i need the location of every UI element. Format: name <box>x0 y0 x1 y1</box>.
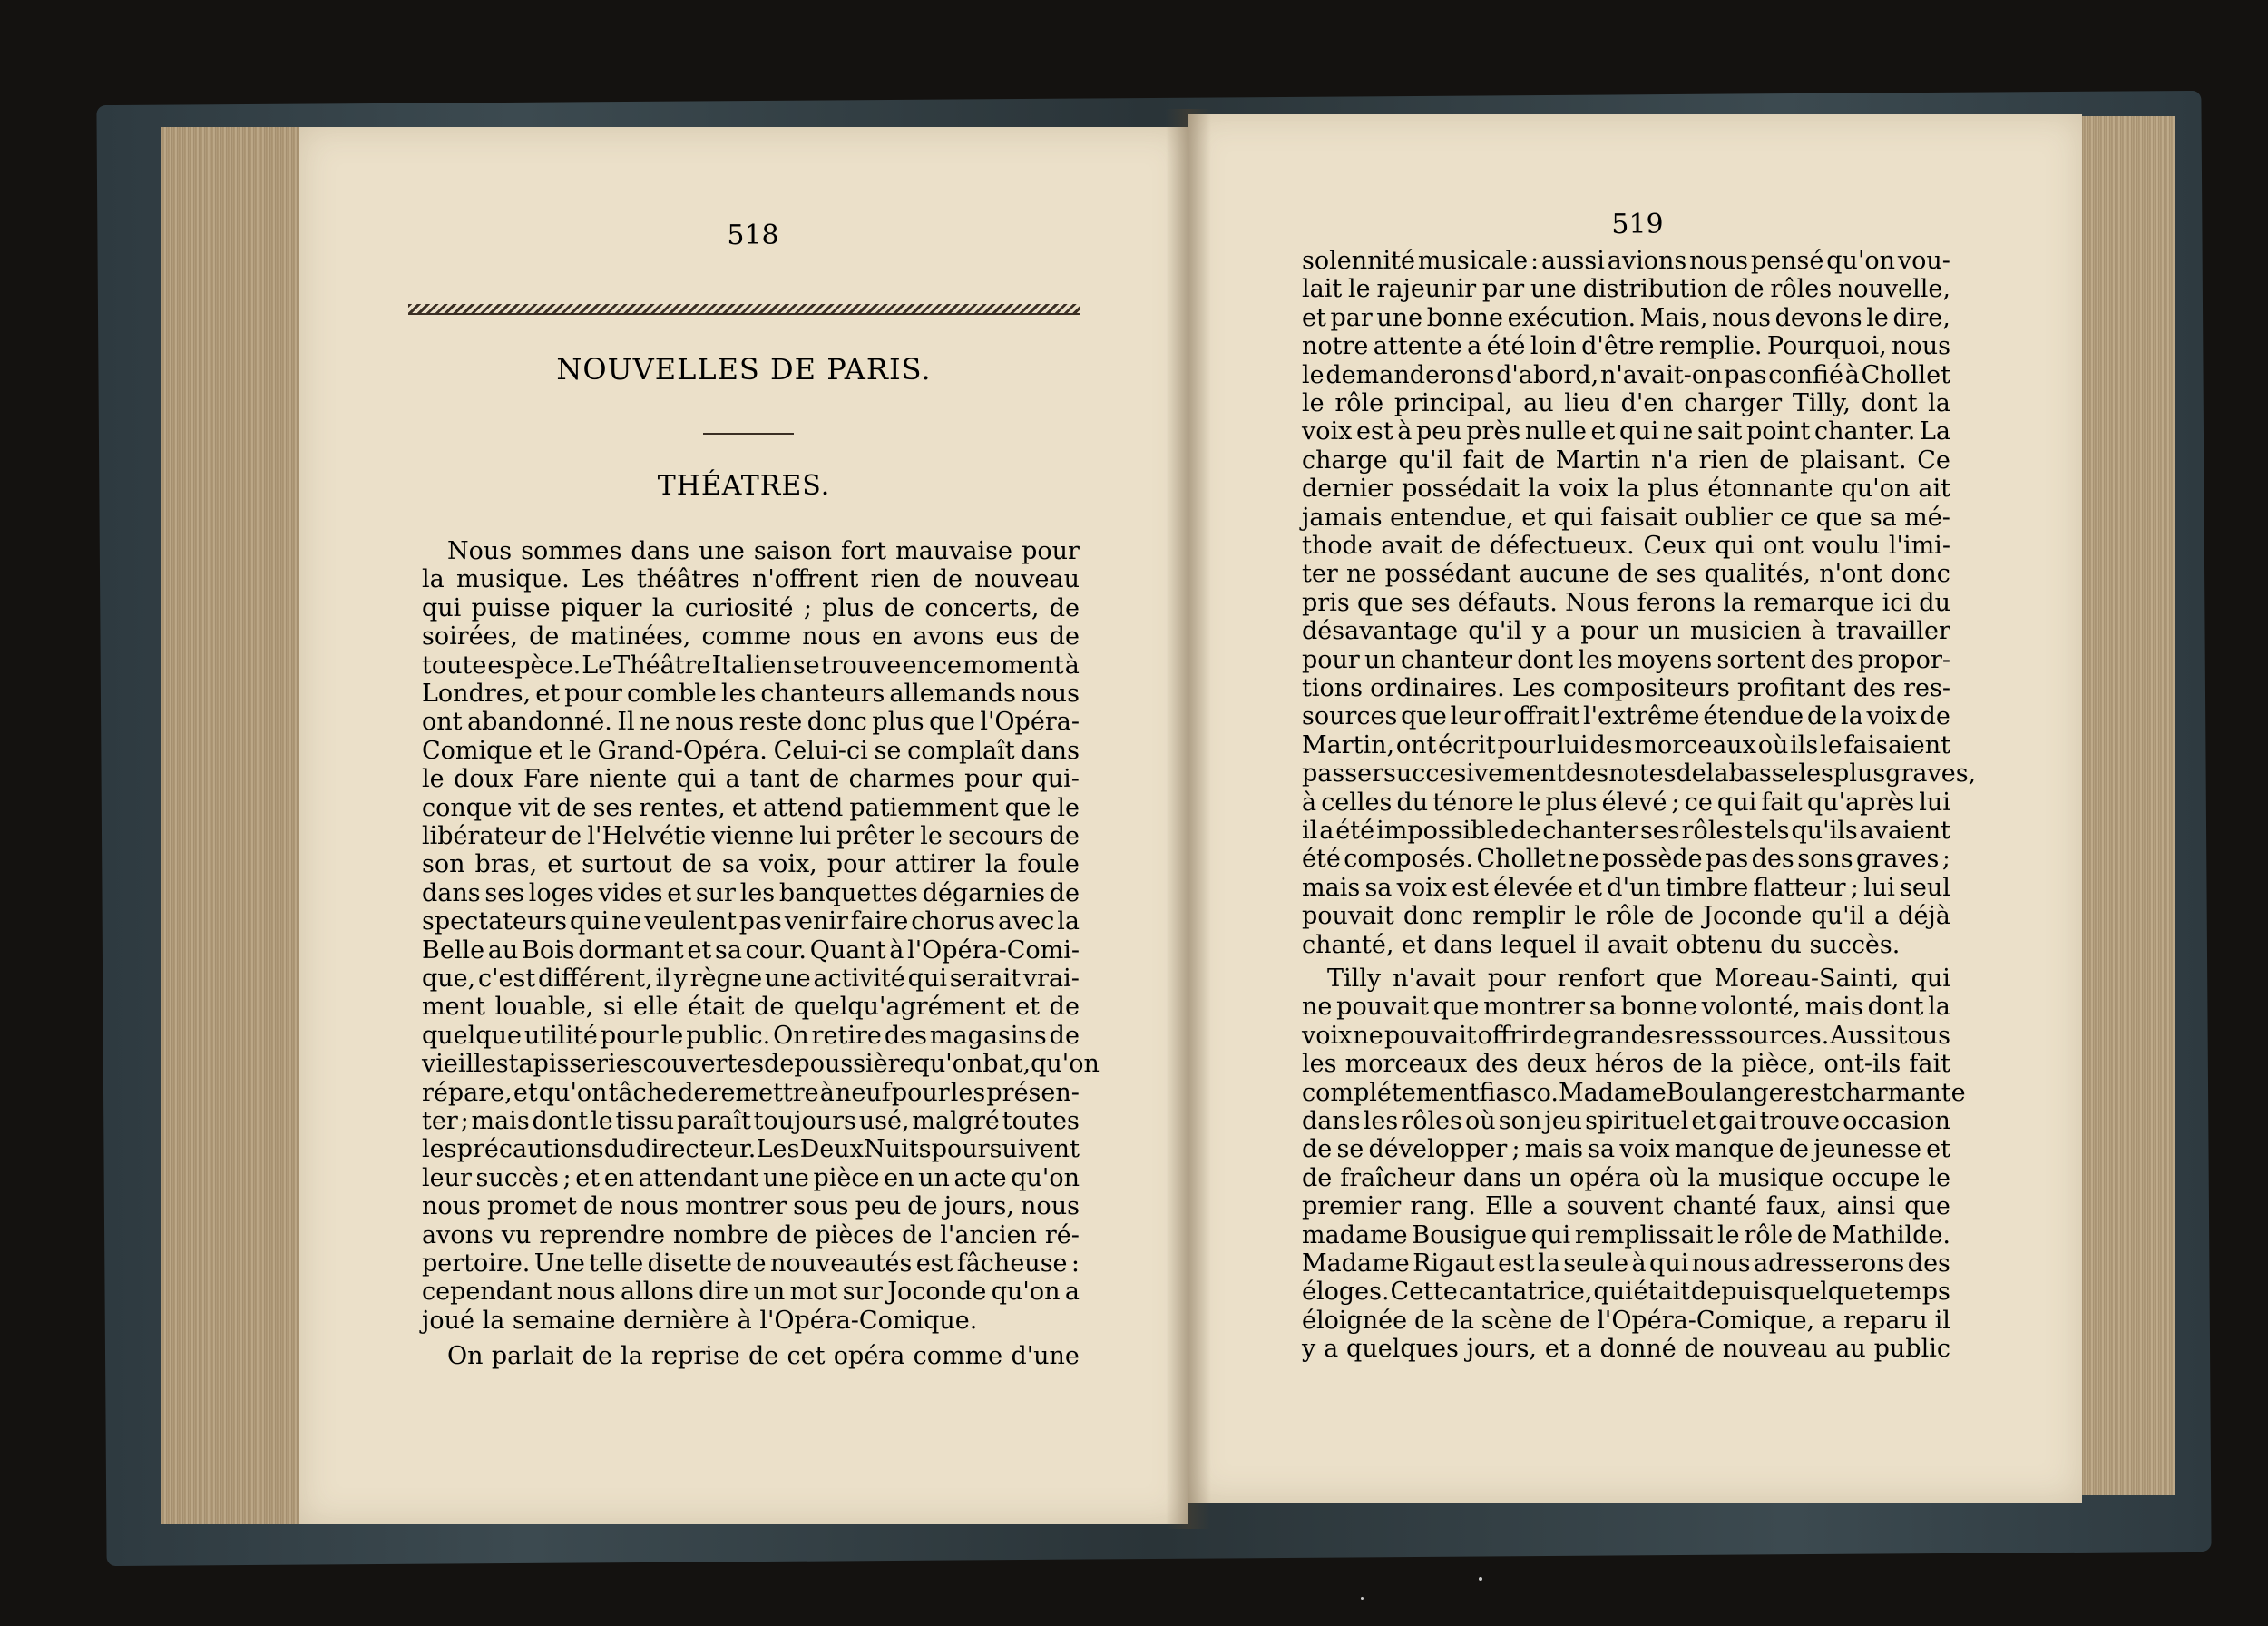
text-line: son bras, et surtout de sa voix, pour attirer la foule <box>422 850 1080 879</box>
text-line: complétement fiasco. Madame Boulanger est charmante <box>1302 1078 1966 1107</box>
page-edges-left <box>161 127 307 1524</box>
text-line: premier rang. Elle a souvent chanté faux, ainsi que <box>1302 1192 1950 1221</box>
short-rule <box>703 433 794 435</box>
text-line: soirées, de matinées, comme nous en avons eus de <box>422 622 1080 651</box>
text-line: le doux Fare niente qui a tant de charmes pour qui- <box>422 765 1080 794</box>
wavy-rule <box>408 304 1080 315</box>
text-line: y a quelques jours, et a donné de nouveau au public <box>1302 1335 1950 1364</box>
text-line: Martin, ont écrit pour lui des morceaux où ils le faisaient <box>1302 730 1950 759</box>
text-line: toute espèce. Le Théâtre Italien se trouve en ce moment à <box>422 651 1080 680</box>
right-page-number: 519 <box>1611 209 1664 240</box>
text-line: sources que leur offrait l'extrême étendue de la voix de <box>1302 702 1950 731</box>
text-line: et par une bonne exécution. Mais, nous devons le dire, <box>1302 303 1950 332</box>
text-line: pris que ses défauts. Nous ferons la remarque ici du <box>1302 588 1950 617</box>
text-line: cependant nous allons dire un mot sur Joconde qu'on a <box>422 1278 1080 1307</box>
text-line: pouvait donc remplir le rôle de Joconde qu'il a déjà <box>1302 902 1950 931</box>
text-line: les précautions du directeur. Les Deux Nuits poursuivent <box>422 1135 1080 1164</box>
subsection-title: THÉATRES. <box>657 470 831 502</box>
text-line: notre attente a été loin d'être remplie. Pourquoi, nous <box>1302 332 1950 361</box>
left-page-number: 518 <box>727 220 779 251</box>
text-line: Nous sommes dans une saison fort mauvaise pour <box>447 537 1080 565</box>
text-line: la musique. Les théâtres n'offrent rien de nouveau <box>422 565 1080 594</box>
text-line: ter ; mais dont le tissu paraît toujours usé, malgré toutes <box>422 1107 1080 1135</box>
text-line: conque vit de ses rentes, et attend patiemment que le <box>422 793 1080 822</box>
text-line: que, c'est différent, il y règne une activité qui serait vrai- <box>422 965 1080 993</box>
text-line: désavantage qu'il y a pour un musicien à travailler <box>1302 617 1950 646</box>
text-line: charge qu'il fait de Martin n'a rien de plaisant. Ce <box>1302 446 1950 475</box>
text-line: Belle au Bois dormant et sa cour. Quant à l'Opéra-Comi- <box>422 935 1080 965</box>
dust-speck <box>1479 1577 1482 1581</box>
text-line: vieilles tapisseries couvertes de poussière qu'on bat, qu'on <box>422 1050 1100 1079</box>
text-line: jamais entendue, et qui faisait oublier ce que sa mé- <box>1302 503 1950 532</box>
text-line: éloignée de la scène de l'Opéra-Comique, a reparu il <box>1302 1306 1950 1335</box>
section-title: NOUVELLES DE PARIS. <box>556 352 932 387</box>
text-line: été composés. Chollet ne possède pas des sons graves ; <box>1302 845 1950 874</box>
text-line: éloges. Cette cantatrice, qui était depuis quelque temps <box>1302 1278 1950 1307</box>
text-line: Comique et le Grand-Opéra. Celui-ci se complaît dans <box>422 736 1080 765</box>
text-line: il a été impossible de chanter ses rôles tels qu'ils avaient <box>1302 817 1950 845</box>
text-line: de se développer ; mais sa voix manque de jeunesse et <box>1302 1135 1950 1164</box>
text-line: On parlait de la reprise de cet opéra comme d'une <box>447 1342 1080 1371</box>
text-line: ont abandonné. Il ne nous reste donc plus que l'Opéra- <box>422 708 1080 737</box>
text-line: les morceaux des deux héros de la pièce, ont-ils fait <box>1302 1050 1950 1079</box>
text-line: libérateur de l'Helvétie vienne lui prêter le secours de <box>422 822 1080 850</box>
text-line: pour un chanteur dont les moyens sortent des propor- <box>1302 645 1950 674</box>
text-line: Madame Rigaut est la seule à qui nous adresserons des <box>1302 1249 1950 1278</box>
dust-speck <box>1361 1597 1364 1600</box>
text-line: le demanderons d'abord, n'avait-on pas confié à Chollet <box>1302 360 1950 389</box>
text-line: Londres, et pour comble les chanteurs allemands nous <box>422 680 1080 708</box>
text-line: pertoire. Une telle disette de nouveautés est fâcheuse : <box>422 1249 1080 1278</box>
text-line: à celles du ténore le plus élevé ; ce qui fait qu'après lui <box>1302 788 1950 817</box>
text-line: qui puisse piquer la curiosité ; plus de concerts, de <box>422 593 1080 622</box>
text-line: de fraîcheur dans un opéra où la musique occupe le <box>1302 1163 1950 1192</box>
text-line: spectateurs qui ne veulent pas venir faire chorus avec la <box>422 907 1080 936</box>
text-line: quelque utilité pour le public. On retire des magasins de <box>422 1021 1080 1050</box>
book-gutter <box>1166 109 1211 1529</box>
text-line: chanté, et dans lequel il avait obtenu du succès. <box>1302 930 1901 959</box>
text-line: dernier possédait la voix la plus étonnante qu'on ait <box>1302 475 1950 504</box>
text-line: lait le rajeunir par une distribution de rôles nouvelle, <box>1302 275 1950 304</box>
page-edges-right <box>2077 116 2175 1495</box>
text-line: madame Bousigue qui remplissait le rôle de Mathilde. <box>1302 1220 1950 1249</box>
text-line: ter ne possédant aucune de ses qualités, n'ont donc <box>1302 560 1950 589</box>
text-line: solennité musicale : aussi avions nous pensé qu'on vou- <box>1302 247 1950 275</box>
text-line: leur succès ; et en attendant une pièce en un acte qu'on <box>422 1163 1080 1192</box>
text-line: joué la semaine dernière à l'Opéra-Comique. <box>422 1306 978 1335</box>
text-line: voix est à peu près nulle et qui ne sait point chanter. La <box>1302 417 1950 446</box>
text-line: ne pouvait que montrer sa bonne volonté, mais dont la <box>1302 993 1950 1022</box>
text-line: voix ne pouvait offrir de grandes resssources. Aussi tous <box>1302 1021 1950 1050</box>
text-line: avons vu reprendre nombre de pièces de l'ancien ré- <box>422 1220 1080 1249</box>
text-line: Tilly n'avait pour renfort que Moreau-Sainti, qui <box>1327 965 1950 993</box>
text-line: dans ses loges vides et sur les banquettes dégarnies de <box>422 878 1080 907</box>
text-line: mais sa voix est élevée et d'un timbre flatteur ; lui seul <box>1302 873 1950 902</box>
text-line: ment louable, si elle était de quelqu'agrément et de <box>422 993 1080 1022</box>
text-line: tions ordinaires. Les compositeurs profitant des res- <box>1302 674 1950 702</box>
text-line: répare, et qu'on tâche de remettre à neuf pour les présen- <box>422 1078 1080 1107</box>
text-line: nous promet de nous montrer sous peu de jours, nous <box>422 1192 1080 1221</box>
text-line: passer succesivement des notes de la basse les plus graves, <box>1302 759 1977 789</box>
text-line: dans les rôles où son jeu spirituel et gai trouve occasion <box>1302 1107 1950 1135</box>
text-line: thode avait de défectueux. Ceux qui ont voulu l'imi- <box>1302 532 1950 560</box>
text-line: le rôle principal, au lieu d'en charger Tilly, dont la <box>1302 389 1950 417</box>
